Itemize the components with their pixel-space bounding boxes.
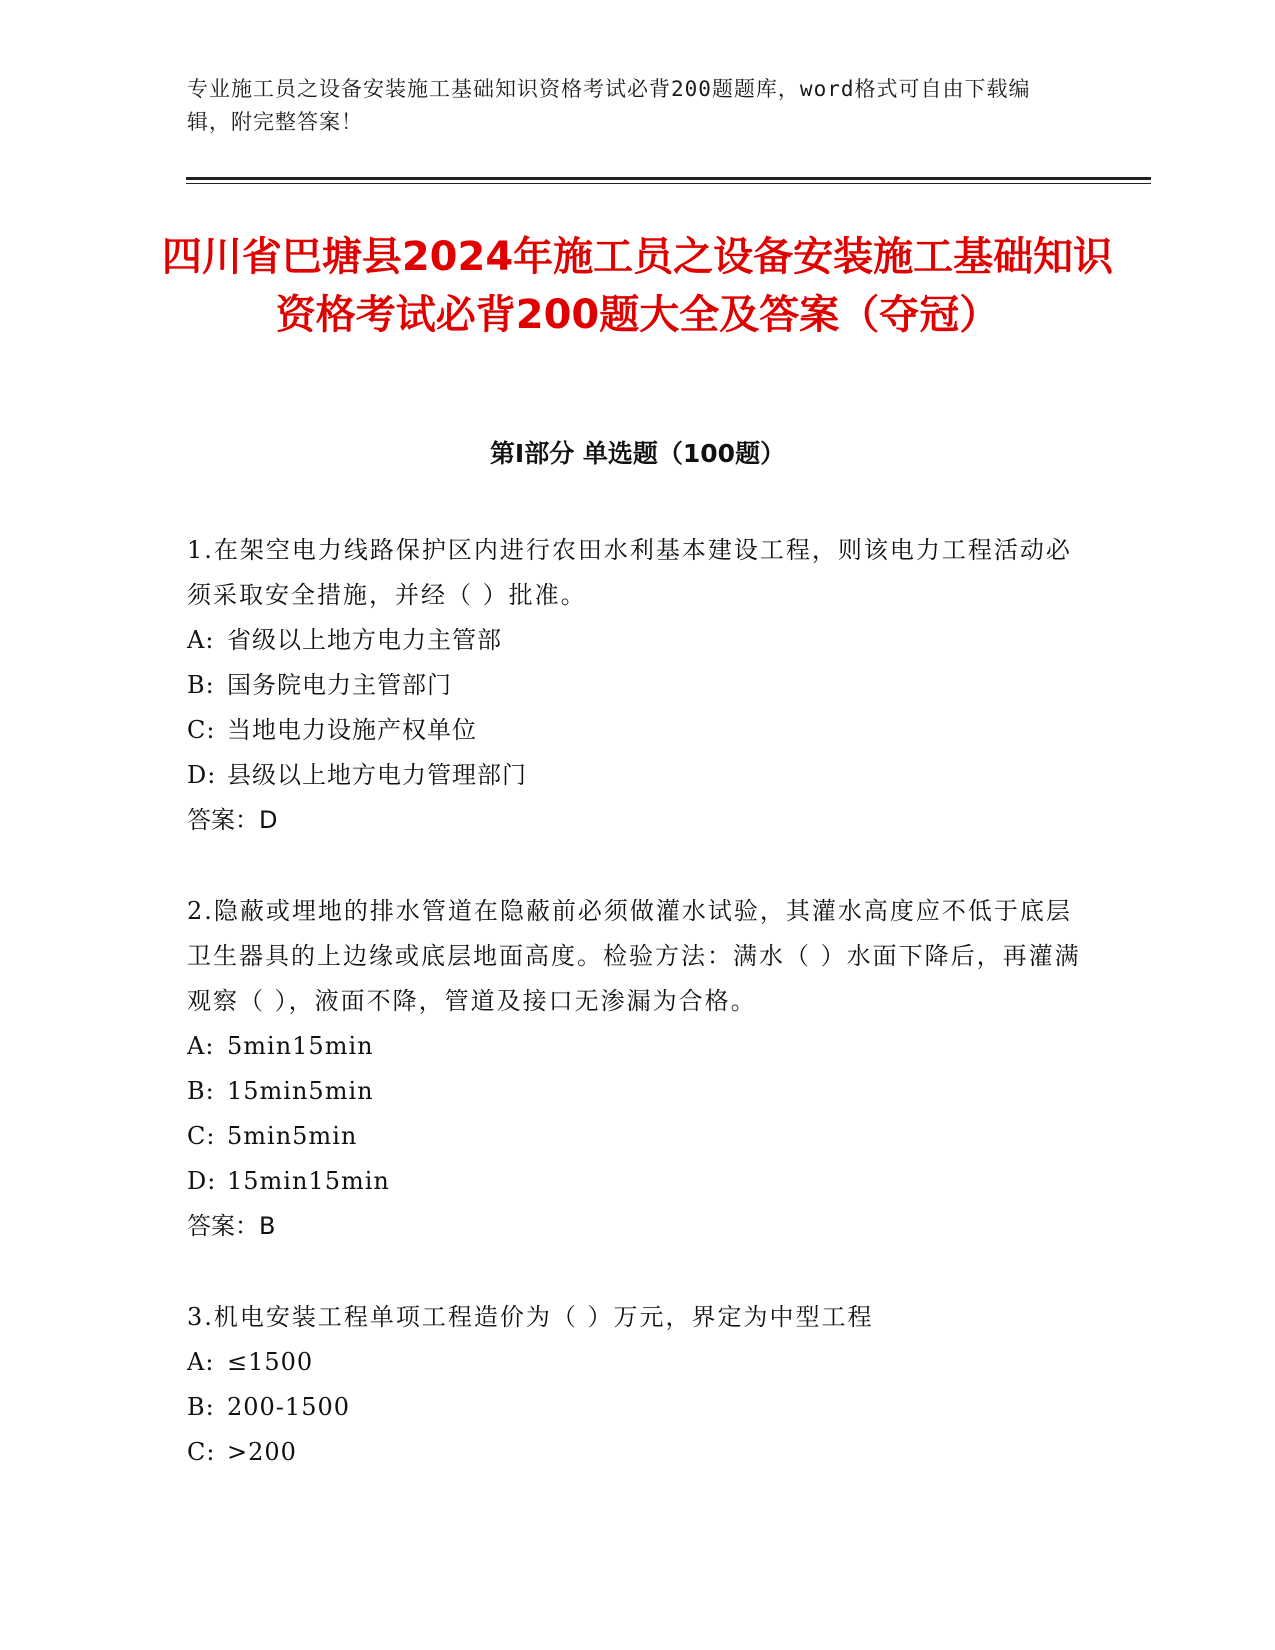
- option-c: [187, 1114, 1087, 1159]
- question-list: [187, 528, 1087, 1521]
- option-b: [187, 1385, 1087, 1430]
- option-a: [187, 618, 1087, 663]
- answer-line: 答案：B: [187, 1212, 276, 1240]
- question-stem: 1.在架空电力线路保护区内进行农田水利基本建设工程，则该电力工程活动必须采取安全措施，并经（ ）批准。: [187, 536, 1072, 609]
- option-letter: D:: [187, 761, 217, 789]
- option-text: 国务院电力主管部门: [227, 671, 452, 699]
- header-note: 专业施工员之设备安装施工基础知识资格考试必背200题题库，word格式可自由下载编辑，附完整答案！: [187, 77, 1031, 134]
- option-letter: C:: [187, 1438, 216, 1466]
- question-2: [187, 889, 1087, 1249]
- part-title: 第Ⅰ部分 单选题（100题）: [489, 439, 786, 468]
- option-text: 15min5min: [227, 1077, 374, 1105]
- option-b: [187, 1069, 1087, 1114]
- option-text: 5min5min: [227, 1122, 358, 1150]
- option-text: 15min15min: [227, 1167, 390, 1195]
- option-letter: B:: [187, 1077, 215, 1105]
- option-text: 当地电力设施产权单位: [227, 716, 477, 744]
- option-letter: B:: [187, 1393, 215, 1421]
- option-letter: A:: [187, 1032, 215, 1060]
- option-b: [187, 663, 1087, 708]
- header-rule-thin: [186, 183, 1151, 184]
- option-text: 5min15min: [227, 1032, 374, 1060]
- option-text: ≤1500: [227, 1348, 314, 1376]
- option-a: [187, 1024, 1087, 1069]
- option-letter: A:: [187, 626, 215, 654]
- option-letter: A:: [187, 1348, 215, 1376]
- option-text: 省级以上地方电力主管部: [227, 626, 502, 654]
- option-letter: C:: [187, 1122, 216, 1150]
- option-letter: B:: [187, 671, 215, 699]
- answer-line: 答案：D: [187, 806, 278, 834]
- question-stem: 2.隐蔽或埋地的排水管道在隐蔽前必须做灌水试验，其灌水高度应不低于底层卫生器具的上边缘或底层地面高度。检验方法：满水（ ）水面下降后，再灌满观察（ ），液面不降，管道及接口无渗漏为合格。: [187, 897, 1081, 1015]
- option-letter: D:: [187, 1167, 217, 1195]
- option-text: >200: [227, 1438, 297, 1466]
- option-c: [187, 708, 1087, 753]
- question-3: [187, 1295, 1087, 1475]
- option-d: [187, 753, 1087, 798]
- header-rule-thick: [186, 177, 1151, 180]
- option-a: [187, 1340, 1087, 1385]
- question-1: [187, 528, 1087, 843]
- option-d: [187, 1159, 1087, 1204]
- option-text: 县级以上地方电力管理部门: [227, 761, 527, 789]
- option-letter: C:: [187, 716, 216, 744]
- option-c: [187, 1430, 1087, 1475]
- document-title: 四川省巴塘县2024年施工员之设备安装施工基础知识资格考试必背200题大全及答案（夺冠）: [161, 234, 1114, 338]
- question-stem: 3.机电安装工程单项工程造价为（ ）万元，界定为中型工程: [187, 1303, 874, 1331]
- option-text: 200-1500: [227, 1393, 350, 1421]
